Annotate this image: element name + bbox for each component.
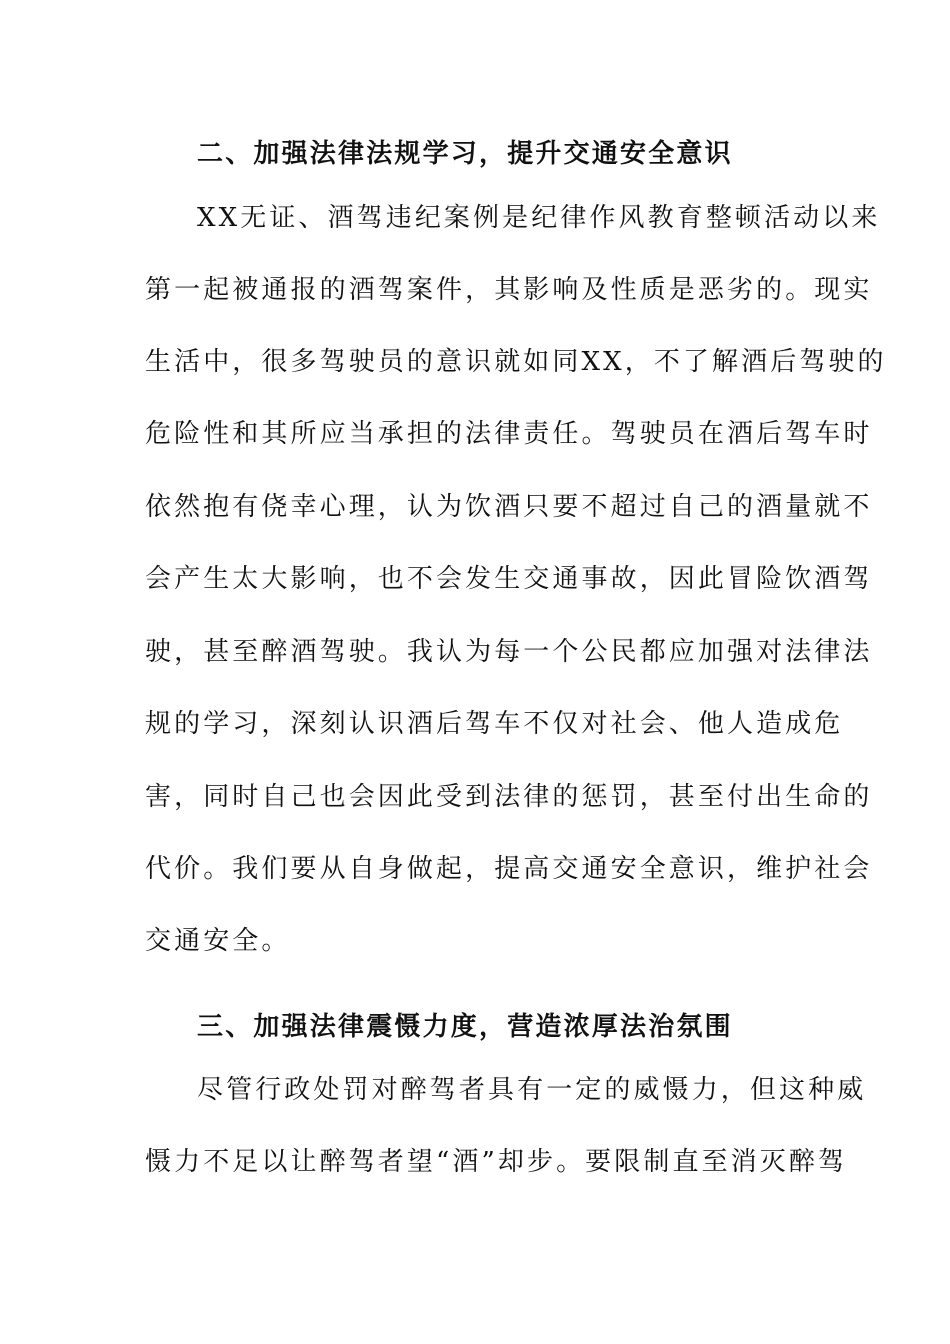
- paragraph-line: 交通安全。: [145, 926, 291, 956]
- paragraph-line: 驶，甚至醉酒驾驶。我认为每一个公民都应加强对法律法: [145, 637, 873, 667]
- section-heading: 三、加强法律震慑力度，营造浓厚法治氛围: [197, 1012, 733, 1042]
- paragraph-line: 第一起被通报的酒驾案件，其影响及性质是恶劣的。现实: [145, 275, 873, 305]
- paragraph-line: 尽管行政处罚对醉驾者具有一定的威慑力，但这种威: [197, 1075, 867, 1105]
- section-heading: 二、加强法律法规学习，提升交通安全意识: [197, 139, 733, 169]
- paragraph-line: 会产生太大影响，也不会发生交通事故，因此冒险饮酒驾: [145, 564, 873, 594]
- paragraph-line: 害，同时自己也会因此受到法律的惩罚，甚至付出生命的: [145, 782, 873, 812]
- paragraph-line: XX无证、酒驾违纪案例是纪律作风教育整顿活动以来: [197, 203, 881, 233]
- paragraph-line: 代价。我们要从自身做起，提高交通安全意识，维护社会: [145, 854, 873, 884]
- paragraph-line: 危险性和其所应当承担的法律责任。驾驶员在酒后驾车时: [145, 419, 873, 449]
- paragraph-line: 生活中，很多驾驶员的意识就如同XX，不了解酒后驾驶的: [145, 347, 887, 377]
- paragraph-line: 规的学习，深刻认识酒后驾车不仅对社会、他人造成危: [145, 709, 844, 739]
- paragraph-line: 慑力不足以让醉驾者望“酒”却步。要限制直至消灭醉驾: [145, 1147, 848, 1177]
- paragraph-line: 依然抱有侥幸心理，认为饮酒只要不超过自己的酒量就不: [145, 492, 873, 522]
